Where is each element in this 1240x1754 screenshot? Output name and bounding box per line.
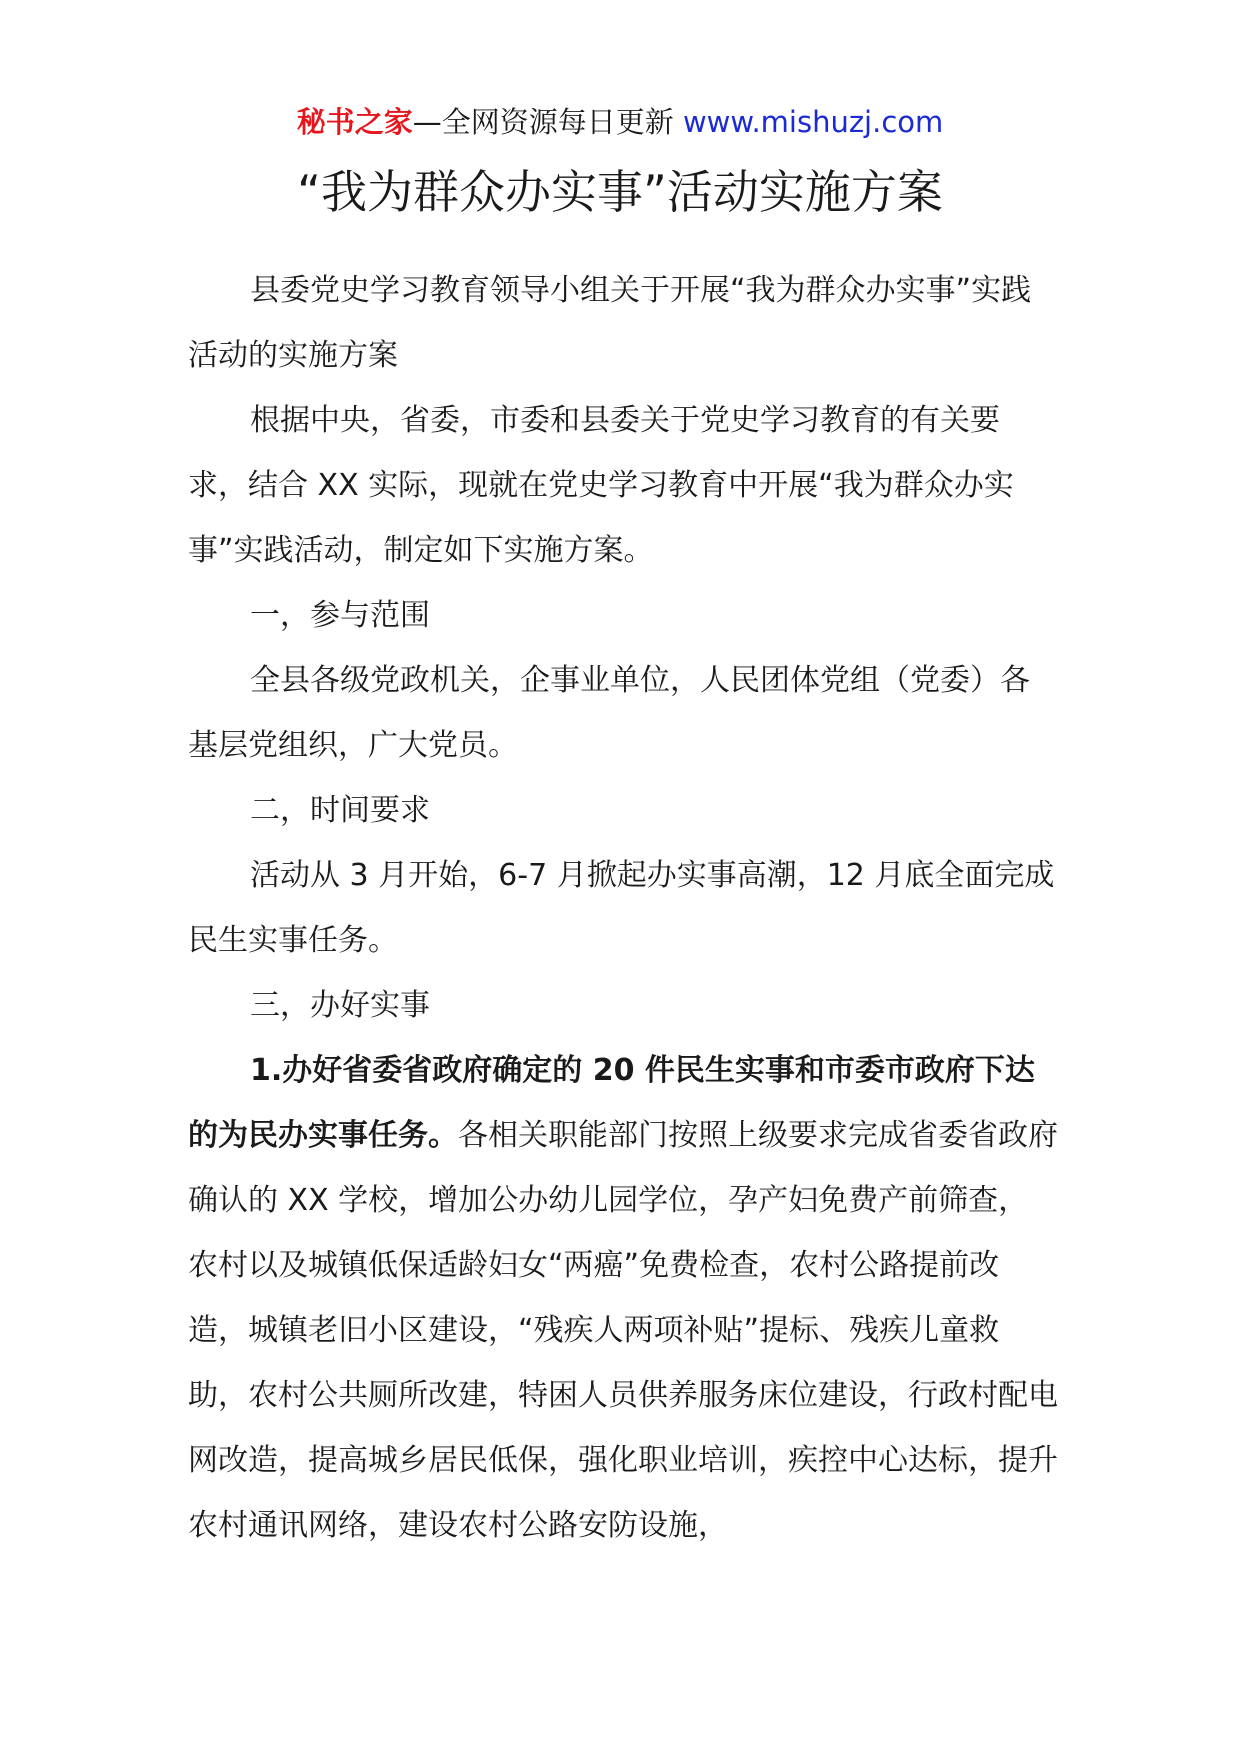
site-url[interactable]: www.mishuzj.com — [682, 105, 944, 139]
intro-paragraph: 县委党史学习教育领导小组关于开展“我为群众办实事”实践活动的实施方案 — [188, 273, 1032, 373]
section-body-time: 活动从 3 月开始，6-7 月掀起办实事高潮，12 月底全面完成民生实事任务。 — [188, 858, 1055, 958]
document-body — [188, 258, 1058, 1558]
section-heading-tasks: 三，办好实事 — [250, 988, 430, 1023]
task-item-1-body: 各相关职能部门按照上级要求完成省委省政府确认的 XX 学校，增加公办幼儿园学位，孕产妇免费产前筛查，农村以及城镇低保适龄妇女“两癌”免费检查，农村公路提前改造，城镇老旧小区建设，“残疾人两项补贴”提标、残疾儿童救助，农村公共厕所改建，特困人员供养服务床位建设，行政村配电网改造，提高城乡居民低保，强化职业培训，疾控中心达标，提升农村通讯网络，建设农村公路安防设施， — [188, 1118, 1058, 1543]
basis-paragraph: 根据中央，省委，市委和县委关于党史学习教育的有关要求，结合 XX 实际，现就在党史学习教育中开展“我为群众办实事”实践活动，制定如下实施方案。 — [188, 403, 1014, 568]
task-item-1-heading: 1.办好省委省政府确定的 20 件民生实事和市委市政府下达的为民办实事任务。 — [188, 1053, 1035, 1153]
section-heading-scope: 一，参与范围 — [250, 598, 430, 633]
site-header — [0, 102, 1240, 142]
section-body-scope: 全县各级党政机关，企事业单位，人民团体党组（党委）各基层党组织，广大党员。 — [188, 663, 1030, 763]
site-tagline: —全网资源每日更新 — [412, 105, 674, 139]
section-heading-time: 二，时间要求 — [250, 793, 430, 828]
task-item-1 — [188, 1038, 1058, 1558]
brand-name: 秘书之家 — [296, 105, 413, 139]
document-title: “我为群众办实事”活动实施方案 — [297, 165, 943, 219]
